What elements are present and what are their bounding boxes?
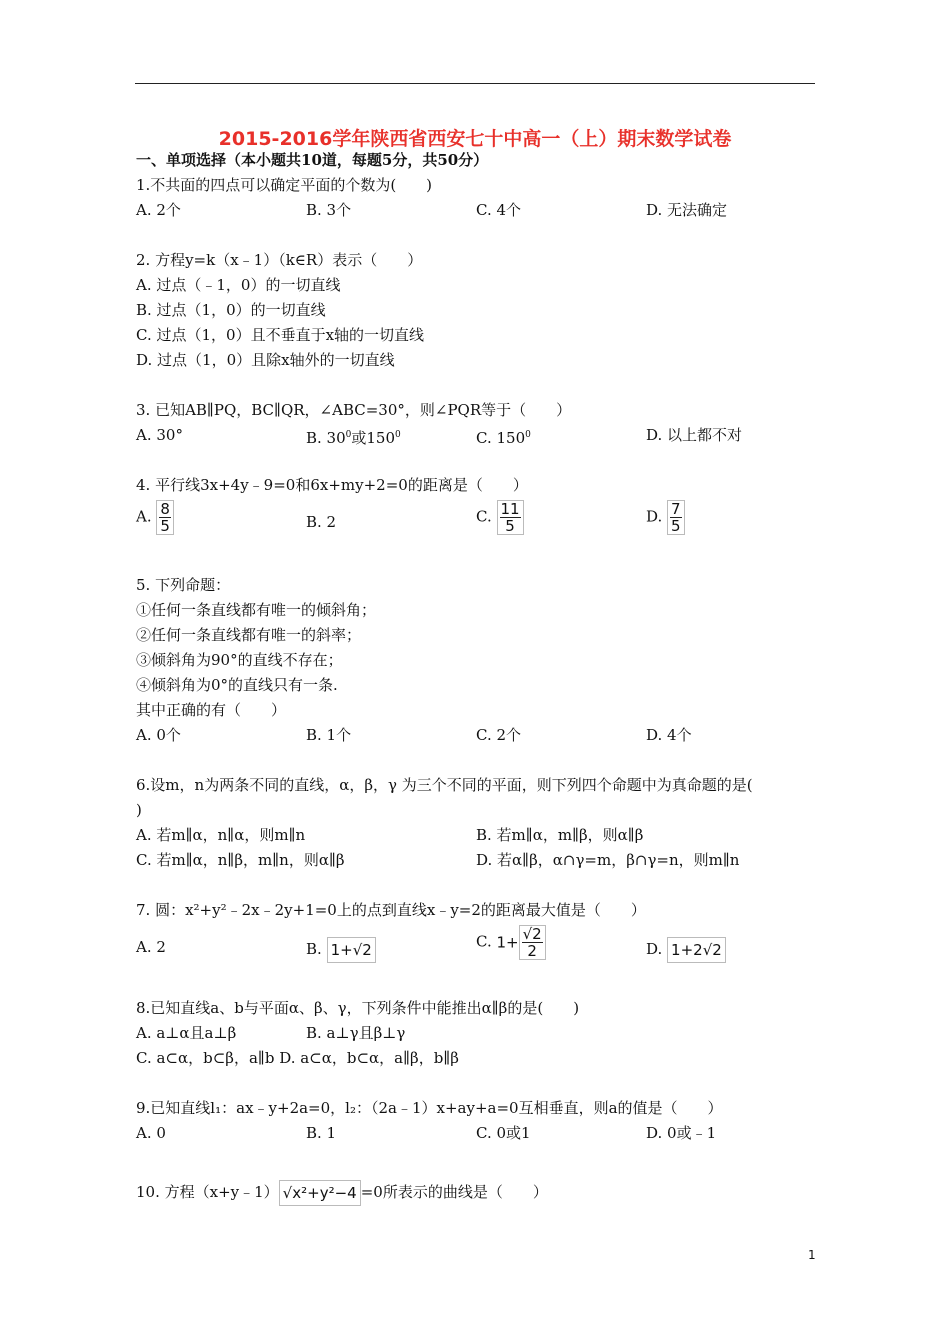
- fraction: $\frac{7}{5}$: [667, 500, 685, 535]
- math-expression: √x²+y²−4: [279, 1180, 361, 1206]
- q1-stem: 1.不共面的四点可以确定平面的个数为( ): [136, 176, 433, 194]
- q7-option-b: B. 1+√2: [306, 937, 376, 963]
- q2-option-b: B. 过点（1，0）的一切直线: [136, 301, 326, 319]
- q7-option-a: A. 2: [136, 938, 166, 956]
- q6-option-d: D. 若α∥β，α∩γ=m，β∩γ=n，则m∥n: [476, 851, 740, 869]
- q4-option-b: B. 2: [306, 513, 337, 531]
- q2-option-d: D. 过点（1，0）且除x轴外的一切直线: [136, 351, 395, 369]
- q9-stem: 9.已知直线l₁：ax﹣y+2a=0，l₂：（2a﹣1）x+ay+a=0互相垂直，则a的值是（ ）: [136, 1099, 723, 1117]
- q7-option-c: C. 1+ $\frac{√2}{2}$: [476, 925, 546, 960]
- q9-option-d: D. 0或﹣1: [646, 1124, 717, 1142]
- fraction: $\frac{8}{5}$: [156, 500, 174, 535]
- q6-option-a: A. 若m∥α，n∥α，则m∥n: [136, 826, 306, 844]
- q9-option-c: C. 0或1: [476, 1124, 531, 1142]
- q4-stem: 4. 平行线3x+4y﹣9=0和6x+my+2=0的距离是（ ）: [136, 476, 528, 494]
- page-title: 2015-2016学年陕西省西安七十中高一（上）期末数学试卷: [218, 128, 732, 150]
- q2-option-c: C. 过点（1，0）且不垂直于x轴的一切直线: [136, 326, 425, 344]
- q5-question: 其中正确的有（ ）: [136, 701, 287, 719]
- q4-option-d: D. $\frac{7}{5}$: [646, 500, 685, 535]
- q5-statement-4: ④倾斜角为0°的直线只有一条.: [136, 676, 338, 694]
- q3-option-b: B. $30^0$或$150^0$: [306, 429, 401, 447]
- header-rule: [135, 83, 815, 84]
- q1-option-d: D. 无法确定: [646, 201, 728, 219]
- q9-option-b: B. 1: [306, 1124, 337, 1142]
- q10-stem: 10. 方程（x+y﹣1） √x²+y²−4 =0所表示的曲线是（ ）: [136, 1180, 548, 1206]
- q2-stem: 2. 方程y=k（x﹣1）（k∈R）表示（ ）: [136, 251, 423, 269]
- section-heading: 一、单项选择（本小题共10道，每题5分，共50分）: [136, 151, 489, 169]
- q5-statement-3: ③倾斜角为90°的直线不存在；: [136, 651, 343, 669]
- q5-statement-1: ①任何一条直线都有唯一的倾斜角；: [136, 601, 377, 619]
- q6-stem: 6.设m，n为两条不同的直线，α，β，γ 为三个不同的平面，则下列四个命题中为真命题的是(: [136, 776, 753, 794]
- q5-option-c: C. 2个: [476, 726, 522, 744]
- q3-option-d: D. 以上都不对: [646, 426, 743, 444]
- q6-option-c: C. 若m∥α，n∥β，m∥n，则α∥β: [136, 851, 345, 869]
- q3-option-a: A. 30°: [136, 426, 183, 444]
- q7-option-d: D. 1+2√2: [646, 937, 726, 963]
- math-expression: 1+√2: [327, 937, 376, 963]
- q6-option-b: B. 若m∥α，m∥β，则α∥β: [476, 826, 644, 844]
- q3-option-c: C. $150^0$: [476, 429, 531, 447]
- q8-option-a: A. a⊥α且a⊥β: [136, 1024, 237, 1042]
- q2-option-a: A. 过点（﹣1，0）的一切直线: [136, 276, 341, 294]
- q1-option-c: C. 4个: [476, 201, 522, 219]
- q5-statement-2: ②任何一条直线都有唯一的斜率；: [136, 626, 362, 644]
- q4-option-c: C. $\frac{11}{5}$: [476, 500, 524, 535]
- q5-option-b: B. 1个: [306, 726, 352, 744]
- q5-option-a: A. 0个: [136, 726, 181, 744]
- q5-option-d: D. 4个: [646, 726, 692, 744]
- q8-stem: 8.已知直线a、b与平面α、β、γ，下列条件中能推出α∥β的是( ): [136, 999, 580, 1017]
- q8-option-b: B. a⊥γ且β⊥γ: [306, 1024, 406, 1042]
- q5-stem: 5. 下列命题：: [136, 576, 231, 594]
- q6-stem-cont: ): [136, 801, 142, 819]
- page-number: 1: [808, 1248, 816, 1262]
- q9-option-a: A. 0: [136, 1124, 166, 1142]
- q1-option-a: A. 2个: [136, 201, 181, 219]
- q3-stem: 3. 已知AB∥PQ，BC∥QR，∠ABC=30°，则∠PQR等于（ ）: [136, 401, 572, 419]
- q1-option-b: B. 3个: [306, 201, 352, 219]
- math-expression: 1+2√2: [667, 937, 726, 963]
- fraction: $\frac{11}{5}$: [497, 500, 524, 535]
- q7-stem: 7. 圆：x²+y²﹣2x﹣2y+1=0上的点到直线x﹣y=2的距离最大值是（ ）: [136, 901, 646, 919]
- fraction: $\frac{√2}{2}$: [519, 925, 546, 960]
- q8-options-cd: C. a⊂α，b⊂β，a∥b D. a⊂α，b⊂α，a∥β，b∥β: [136, 1049, 459, 1067]
- q4-option-a: A. $\frac{8}{5}$: [136, 500, 174, 535]
